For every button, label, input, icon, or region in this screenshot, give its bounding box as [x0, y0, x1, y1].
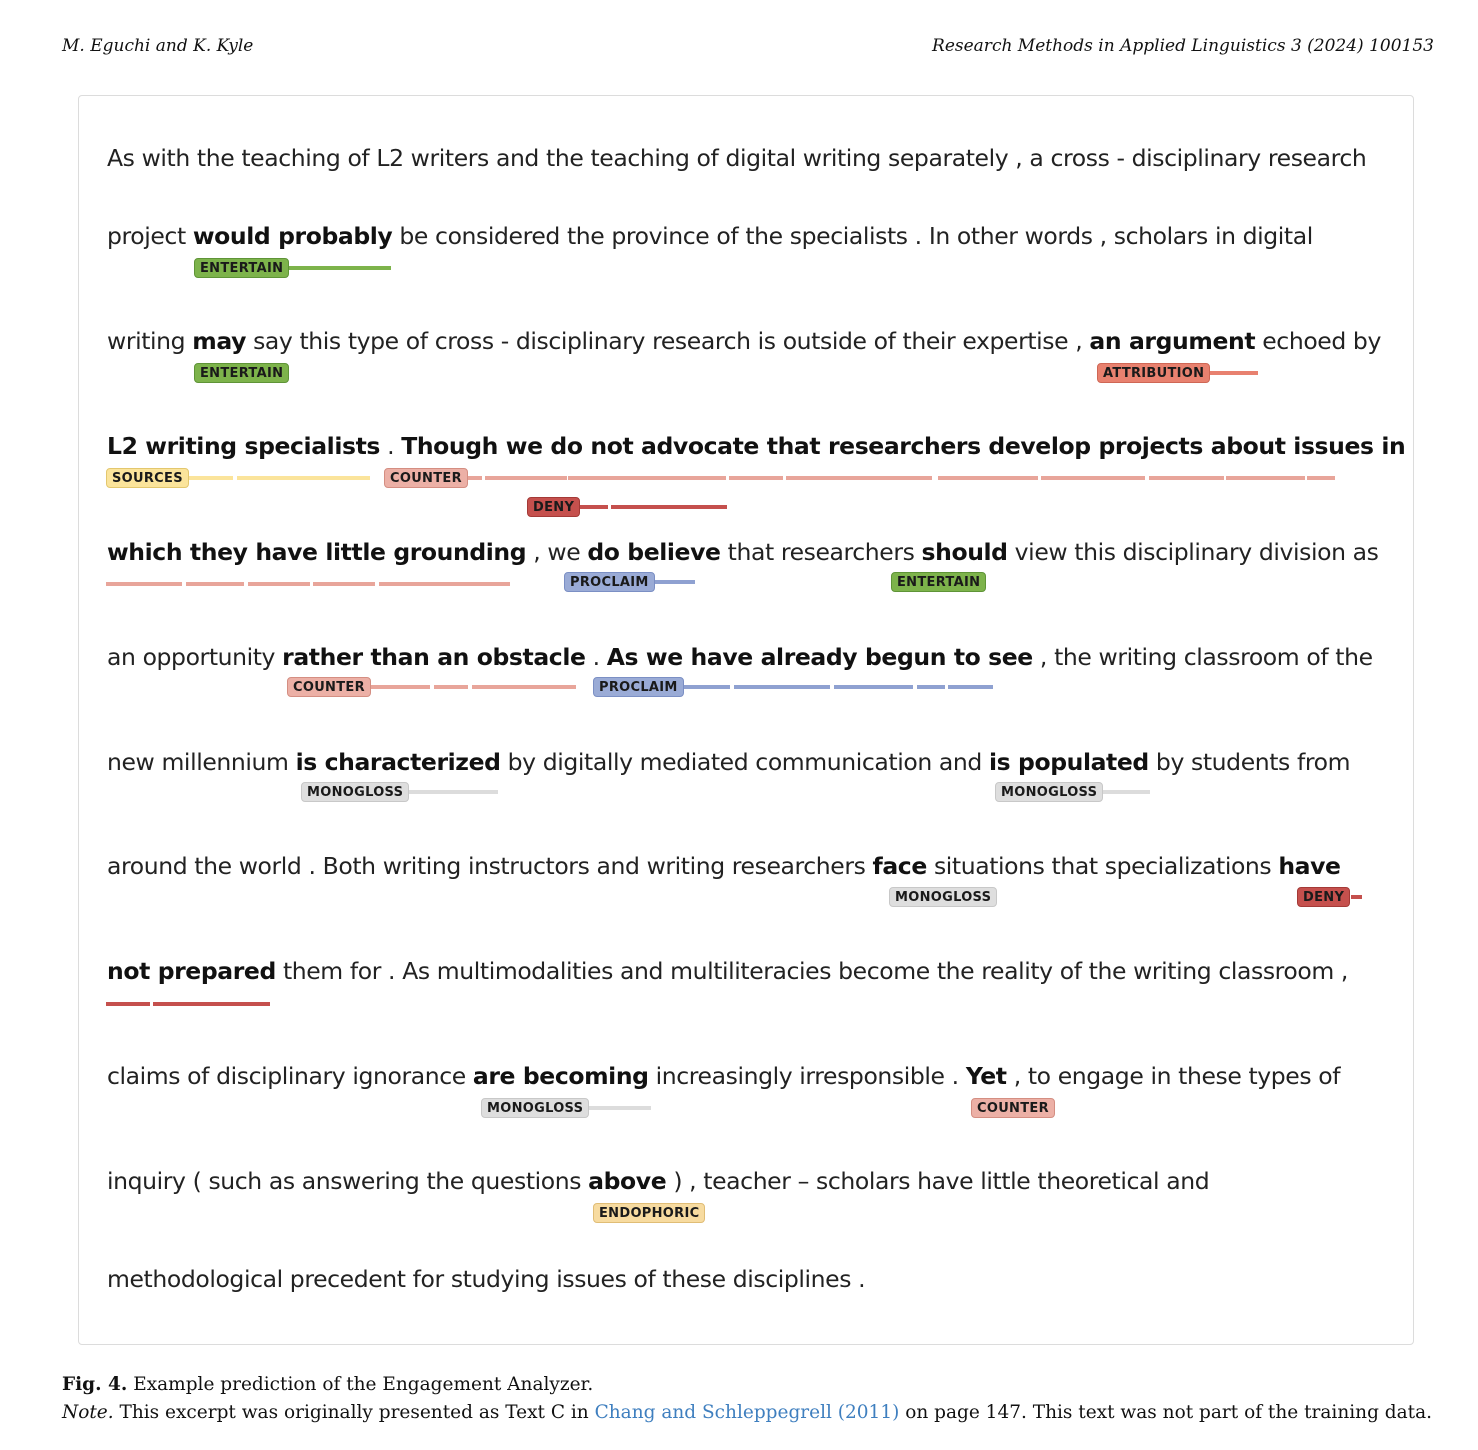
annotated-span: do believe [587, 538, 721, 566]
annotated-span: which they have little grounding [107, 538, 527, 566]
tag-entertain: ENTERTAIN [194, 363, 289, 383]
span-underline [237, 476, 370, 480]
text-line [107, 957, 1348, 985]
span-underline [729, 476, 783, 480]
span-underline [186, 582, 244, 586]
span-underline [434, 685, 468, 689]
text-line [107, 327, 1381, 355]
span-underline [485, 476, 567, 480]
tag-monogloss: MONOGLOSS [481, 1098, 589, 1118]
span-underline [248, 582, 310, 586]
span-underline [578, 505, 608, 509]
annotated-span: is characterized [295, 748, 501, 776]
note-label: Note. [62, 1402, 114, 1423]
plain-span: methodological precedent for studying issues of these disciplines . [107, 1265, 866, 1293]
span-underline [834, 685, 913, 689]
note-text-after: on page 147. This text was not part of the training data. [905, 1402, 1433, 1423]
span-underline [917, 685, 945, 689]
annotated-span: L2 writing specialists [107, 432, 380, 460]
annotated-span: is populated [989, 748, 1149, 776]
annotated-span: rather than an obstacle [282, 643, 586, 671]
span-underline [472, 685, 576, 689]
running-head-authors: M. Eguchi and K. Kyle [62, 36, 254, 56]
span-underline [938, 476, 1038, 480]
plain-span: situations that specializations [926, 852, 1279, 880]
span-underline [652, 580, 695, 584]
figure-note [62, 1402, 1432, 1423]
plain-span: say this type of cross - disciplinary research is outside of their expertise , [246, 327, 1090, 355]
span-underline [106, 582, 182, 586]
tag-proclaim: PROCLAIM [593, 677, 684, 697]
tag-sources: SOURCES [106, 468, 189, 488]
plain-span: ) , teacher – scholars have little theoretical and [666, 1167, 1210, 1195]
text-line [107, 1062, 1340, 1090]
text-line [107, 432, 1405, 460]
text-line [107, 222, 1313, 250]
plain-span: . [380, 432, 402, 460]
running-head-journal: Research Methods in Applied Linguistics 3 (2024) 100153 [932, 36, 1434, 56]
plain-span: them for . As multimodalities and multiliteracies become the reality of the writing classroom , [275, 957, 1348, 985]
text-line [107, 643, 1373, 671]
figure-caption [62, 1374, 593, 1395]
plain-span: project [107, 222, 193, 250]
annotated-span: not prepared [107, 957, 276, 985]
tag-monogloss: MONOGLOSS [889, 887, 997, 907]
span-underline [379, 582, 510, 586]
plain-span: writing [107, 327, 193, 355]
span-underline [1307, 476, 1335, 480]
figure-caption-text: Example prediction of the Engagement Analyzer. [133, 1374, 594, 1395]
text-line [107, 1167, 1209, 1195]
annotated-span: face [872, 852, 927, 880]
figure-label: Fig. 4. [62, 1374, 128, 1395]
tag-proclaim: PROCLAIM [564, 572, 655, 592]
tag-attribution: ATTRIBUTION [1097, 363, 1210, 383]
plain-span: echoed by [1255, 327, 1381, 355]
span-underline [106, 1002, 150, 1006]
span-underline [568, 476, 726, 480]
plain-span: inquiry ( such as answering the questions [107, 1167, 589, 1195]
plain-span: by digitally mediated communication and [500, 748, 989, 776]
plain-span: view this disciplinary division as [1007, 538, 1379, 566]
span-underline [1209, 371, 1258, 375]
span-underline [948, 685, 993, 689]
annotated-span: As we have already begun to see [606, 643, 1033, 671]
span-underline [680, 685, 730, 689]
plain-span: an opportunity [107, 643, 283, 671]
span-underline [185, 476, 233, 480]
tag-monogloss: MONOGLOSS [995, 782, 1103, 802]
text-line [107, 1265, 865, 1293]
plain-span: around the world . Both writing instructors and writing researchers [107, 852, 873, 880]
tag-endophoric: ENDOPHORIC [593, 1203, 705, 1223]
span-underline [589, 1106, 651, 1110]
annotated-span: are becoming [472, 1062, 649, 1090]
tag-counter: COUNTER [971, 1098, 1055, 1118]
annotated-span: would probably [192, 222, 393, 250]
annotated-span: may [192, 327, 246, 355]
tag-counter: COUNTER [384, 468, 468, 488]
text-line [107, 748, 1350, 776]
plain-span: new millennium [107, 748, 296, 776]
tag-entertain: ENTERTAIN [891, 572, 986, 592]
citation-link[interactable]: Chang and Schleppegrell (2011) [594, 1402, 900, 1423]
span-underline [468, 476, 482, 480]
tag-counter: COUNTER [287, 677, 371, 697]
text-line [107, 538, 1379, 566]
tag-deny: DENY [1297, 887, 1350, 907]
plain-span: that researchers [720, 538, 922, 566]
span-underline [786, 476, 932, 480]
figure-panel [78, 95, 1414, 1345]
tag-entertain: ENTERTAIN [194, 258, 289, 278]
plain-span: As with the teaching of L2 writers and the teaching of digital writing separately , a cross - disciplinary research [107, 144, 1367, 172]
annotated-span: above [588, 1167, 667, 1195]
span-underline [1351, 895, 1362, 899]
span-underline [611, 505, 727, 509]
plain-span: , to engage in these types of [1006, 1062, 1341, 1090]
annotated-span: have [1278, 852, 1341, 880]
plain-span: be considered the province of the specialists . In other words , scholars in digital [392, 222, 1313, 250]
span-underline [734, 685, 830, 689]
tag-monogloss: MONOGLOSS [301, 782, 409, 802]
annotated-span: Yet [965, 1062, 1007, 1090]
span-underline [153, 1002, 270, 1006]
span-underline [1149, 476, 1224, 480]
span-underline [408, 790, 498, 794]
span-underline [313, 582, 375, 586]
plain-span: , the writing classroom of the [1032, 643, 1373, 671]
span-underline [1101, 790, 1150, 794]
annotated-span: Though we do not advocate that researchers develop projects about issues in [401, 432, 1406, 460]
span-underline [1041, 476, 1145, 480]
span-underline [288, 266, 391, 270]
note-text-before: This excerpt was originally presented as Text C in [119, 1402, 589, 1423]
plain-span: . [585, 643, 607, 671]
span-underline [368, 685, 430, 689]
plain-span: by students from [1148, 748, 1351, 776]
tag-deny: DENY [527, 497, 580, 517]
plain-span: claims of disciplinary ignorance [107, 1062, 473, 1090]
annotated-span: an argument [1089, 327, 1256, 355]
plain-span: increasingly irresponsible . [648, 1062, 966, 1090]
plain-span: , we [526, 538, 588, 566]
text-line [107, 852, 1341, 880]
text-line [107, 144, 1366, 172]
annotated-span: should [921, 538, 1008, 566]
span-underline [1226, 476, 1305, 480]
